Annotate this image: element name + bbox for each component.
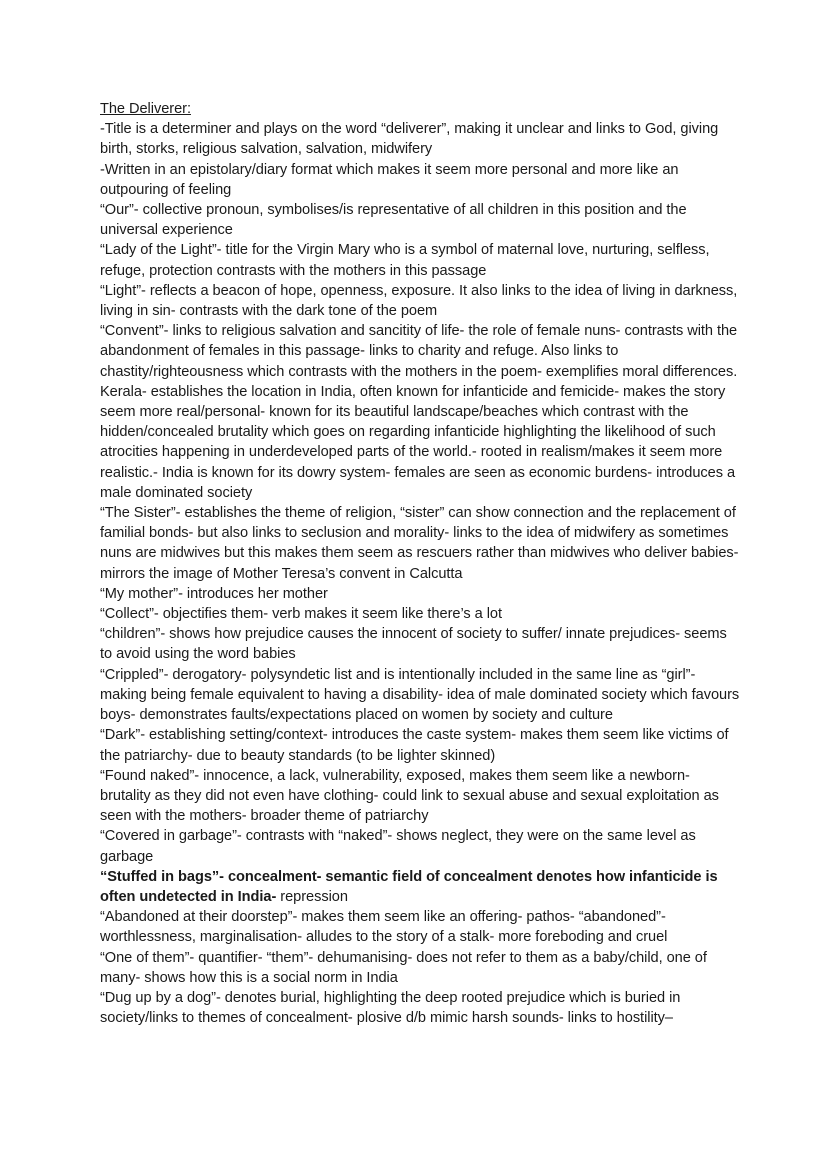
note-stuffed-in-bags-rest: repression [276,888,348,905]
note-title-analysis: -Title is a determiner and plays on the word “deliverer”, making it unclear and links to God, giving birth, storks, religious salvation, salvation, midwifery [100,121,719,158]
note-the-sister: “The Sister”- establishes the theme of religion, “sister” can show connection and the replacement of familial bonds- but also links to seclusion and morality- links to the idea of midwifery as sometimes nuns are midwives but this makes them seem as rescuers rather than midwives who deliver babies- mirrors the image of Mother Teresa’s convent in Calcutta [100,505,739,582]
note-dark: “Dark”- establishing setting/context- introduces the caste system- makes them seem like victims of the patriarchy- due to beauty standards (to be lighter skinned) [100,727,729,764]
note-collect: “Collect”- objectifies them- verb makes it seem like there’s a lot [100,606,502,623]
note-one-of-them: “One of them”- quantifier- “them”- dehumanising- does not refer to them as a baby/child, one of many- shows how this is a social norm in India [100,949,707,986]
note-stuffed-in-bags-bold: “Stuffed in bags”- concealment- semantic field of concealment denotes how infanticide is often undetected in India- [100,868,718,905]
note-our: “Our”- collective pronoun, symbolises/is representative of all children in this position and the universal experience [100,202,687,239]
note-my-mother: “My mother”- introduces her mother [100,585,328,602]
note-dug-up-by-a-dog: “Dug up by a dog”- denotes burial, highlighting the deep rooted prejudice which is buried in society/links to themes of concealment- plosive d/b mimic harsh sounds- links to hostility– [100,989,681,1027]
note-crippled: “Crippled”- derogatory- polysyndetic list and is intentionally included in the same line as “girl”- making being female equivalent to having a disability- idea of male dominated society which favours boys- demonstrates faults/expectations placed on women by society and culture [100,666,740,724]
document-title: The Deliverer: [100,101,191,117]
note-convent: “Convent”- links to religious salvation and sancitity of life- the role of female nuns- contrasts with the abandonment of females in this passage- links to charity and refuge. Also links to chastity/righteousness which contrasts with the mothers in the poem- exemplifies moral differences. [100,323,738,380]
note-kerala: Kerala- establishes the location in India, often known for infanticide and femicide- makes the story seem more real/personal- known for its beautiful landscape/beaches which contrast with the hidden/concealed brutality which goes on regarding infanticide highlighting the likelihood of such atrocities happening in underdeveloped parts of the world.- rooted in realism/makes it seem more realistic.- India is known for its dowry system- females are seen as economic burdens- introduces a male dominated society [100,383,736,501]
document-page [100,99,740,1028]
note-lady-of-the-light: “Lady of the Light”- title for the Virgin Mary who is a symbol of maternal love, nurturing, selfless, refuge, protection contrasts with the mothers in this passage [100,242,710,279]
note-found-naked: “Found naked”- innocence, a lack, vulnerability, exposed, makes them seem like a newborn- brutality as they did not even have clothing- could link to sexual abuse and sexual exploitation as seen with the mothers- broader theme of patriarchy [100,767,719,825]
note-light: “Light”- reflects a beacon of hope, openness, exposure. It also links to the idea of living in darkness, living in sin- contrasts with the dark tone of the poem [100,282,738,320]
note-abandoned: “Abandoned at their doorstep”- makes them seem like an offering- pathos- “abandoned”- worthlessness, marginalisation- alludes to the story of a stalk- more foreboding and cruel [100,909,668,946]
note-children: “children”- shows how prejudice causes the innocent of society to suffer/ innate prejudices- seems to avoid using the word babies [100,626,727,663]
note-form: -Written in an epistolary/diary format which makes it seem more personal and more like an outpouring of feeling [100,161,679,198]
note-covered-in-garbage: “Covered in garbage”- contrasts with “naked”- shows neglect, they were on the same level as garbage [100,828,696,865]
note-stuffed-in-bags [100,867,740,907]
